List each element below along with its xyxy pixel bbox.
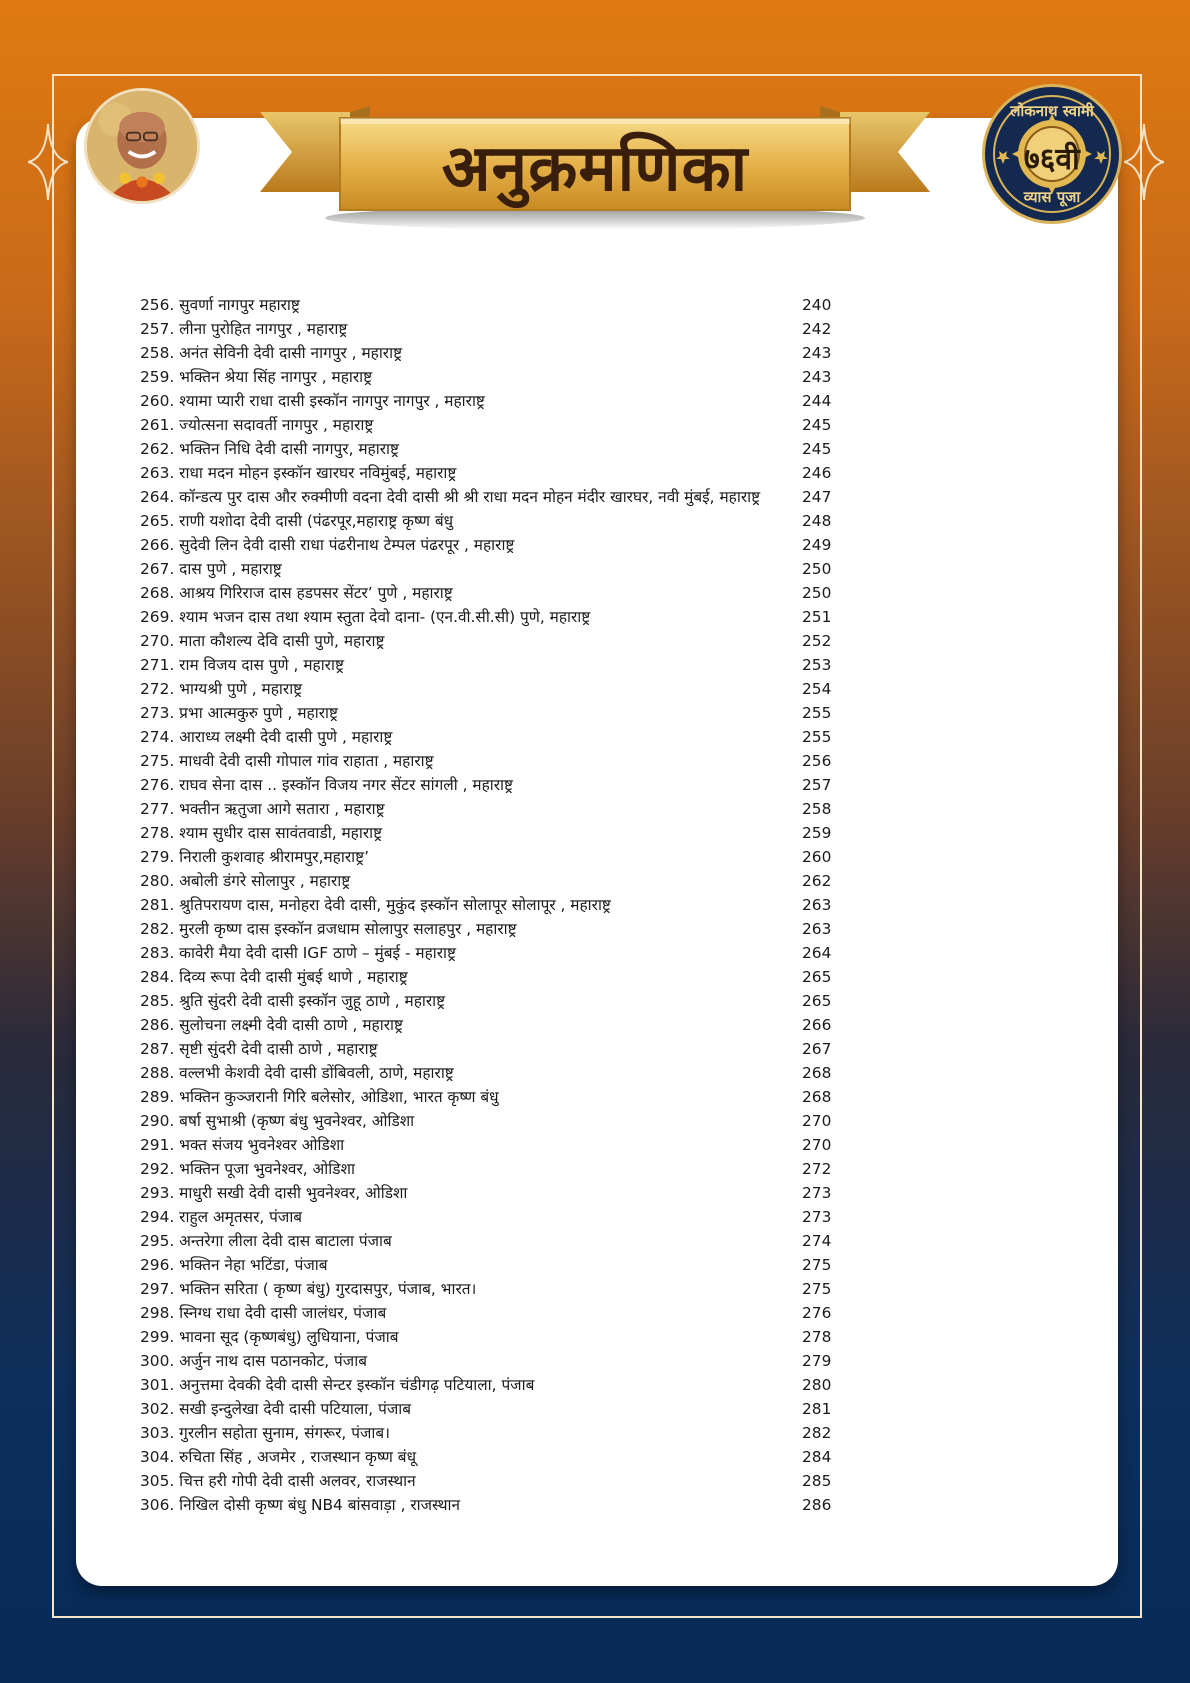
toc-entry xyxy=(140,1373,860,1397)
toc-entry-page-number: 248 xyxy=(802,512,832,530)
seal-bottom-text: व्यास पूजा xyxy=(1023,188,1081,206)
toc-entry-page-number: 275 xyxy=(802,1256,832,1274)
toc-entry-title: 290. बर्षा सुभाश्री (कृष्ण बंधु भुवनेश्वर, ओडिशा xyxy=(140,1112,415,1130)
toc-entry-title: 259. भक्तिन श्रेया सिंह नागपुर , महाराष्ट्र xyxy=(140,368,373,386)
toc-entry-page-number: 275 xyxy=(802,1280,832,1298)
toc-entry-title: 280. अबोली डंगरे सोलापुर , महाराष्ट्र xyxy=(140,872,351,890)
toc-entry xyxy=(140,389,860,413)
toc-entry-page-number: 286 xyxy=(802,1496,832,1514)
toc-entry xyxy=(140,629,860,653)
toc-entry-title: 285. श्रुति सुंदरी देवी दासी इस्कॉन जुहू ठाणे , महाराष्ट्र xyxy=(140,992,446,1010)
toc-entry-page-number: 265 xyxy=(802,992,832,1010)
toc-entry xyxy=(140,413,860,437)
toc-entry xyxy=(140,317,860,341)
toc-entry xyxy=(140,941,860,965)
page-title: अनुक्रमणिका xyxy=(441,130,749,206)
toc-entry-title: 275. माधवी देवी दासी गोपाल गांव राहाता , महाराष्ट्र xyxy=(140,752,434,770)
toc-entry-page-number: 278 xyxy=(802,1328,832,1346)
toc-entry-page-number: 240 xyxy=(802,296,832,314)
title-banner xyxy=(260,100,930,240)
toc-entry-page-number: 279 xyxy=(802,1352,832,1370)
toc-entry-title: 291. भक्त संजय भुवनेश्वर ओडिशा xyxy=(140,1136,345,1154)
toc-entry xyxy=(140,557,860,581)
toc-entry xyxy=(140,965,860,989)
toc-entry xyxy=(140,1277,860,1301)
toc-entry-title: 263. राधा मदन मोहन इस्कॉन खारघर नविमुंबई, महाराष्ट्र xyxy=(140,464,457,482)
toc-entry-title: 286. सुलोचना लक्ष्मी देवी दासी ठाणे , महाराष्ट्र xyxy=(140,1016,403,1034)
toc-entry xyxy=(140,1133,860,1157)
toc-entry-title: 283. कावेरी मैया देवी दासी IGF ठाणे – मुंबई - महाराष्ट्र xyxy=(140,944,457,962)
toc-entry xyxy=(140,1229,860,1253)
toc-entry-page-number: 258 xyxy=(802,800,832,818)
toc-entry-title: 265. राणी यशोदा देवी दासी (पंढरपूर,महाराष्ट्र कृष्ण बंधु xyxy=(140,512,454,530)
toc-entry-page-number: 270 xyxy=(802,1136,832,1154)
toc-entry-page-number: 264 xyxy=(802,944,832,962)
toc-entry xyxy=(140,581,860,605)
toc-entry-page-number: 263 xyxy=(802,920,832,938)
toc-entry-title: 288. वल्लभी केशवी देवी दासी डोंबिवली, ठाणे, महाराष्ट्र xyxy=(140,1064,454,1082)
toc-entry xyxy=(140,1013,860,1037)
toc-entry xyxy=(140,989,860,1013)
toc-entry-title: 282. मुरली कृष्ण दास इस्कॉन व्रजधाम सोलापुर सलाहपुर , महाराष्ट्र xyxy=(140,920,517,938)
seal-top-text: लोकनाथ स्वामी xyxy=(1010,102,1094,120)
toc-entry-page-number: 270 xyxy=(802,1112,832,1130)
toc-entry-page-number: 267 xyxy=(802,1040,832,1058)
toc-entry xyxy=(140,893,860,917)
toc-entry xyxy=(140,725,860,749)
toc-entry xyxy=(140,341,860,365)
toc-entry-page-number: 247 xyxy=(802,488,832,506)
toc-entry xyxy=(140,1061,860,1085)
toc-entry xyxy=(140,533,860,557)
toc-entry-page-number: 272 xyxy=(802,1160,832,1178)
anniversary-seal-logo xyxy=(982,84,1122,224)
guru-portrait-photo xyxy=(84,88,200,204)
toc-entry-title: 297. भक्तिन सरिता ( कृष्ण बंधु) गुरदासपुर, पंजाब, भारत। xyxy=(140,1280,477,1298)
toc-entry-page-number: 281 xyxy=(802,1400,832,1418)
toc-entry xyxy=(140,917,860,941)
toc-entry xyxy=(140,845,860,869)
toc-entry xyxy=(140,1349,860,1373)
toc-entry-page-number: 255 xyxy=(802,728,832,746)
toc-entry xyxy=(140,821,860,845)
toc-entry-page-number: 242 xyxy=(802,320,832,338)
toc-entry-page-number: 251 xyxy=(802,608,832,626)
toc-entry xyxy=(140,869,860,893)
toc-entry-title: 267. दास पुणे , महाराष्ट्र xyxy=(140,560,282,578)
toc-entry xyxy=(140,701,860,725)
toc-entry xyxy=(140,1469,860,1493)
frame-star-ornament-left xyxy=(28,124,68,200)
toc-entry xyxy=(140,1157,860,1181)
toc-entry xyxy=(140,437,860,461)
toc-entry-page-number: 255 xyxy=(802,704,832,722)
toc-entry-page-number: 243 xyxy=(802,368,832,386)
toc-entry-page-number: 262 xyxy=(802,872,832,890)
toc-entry-title: 268. आश्रय गिरिराज दास हडपसर सेंटर’ पुणे , महाराष्ट्र xyxy=(140,584,453,602)
toc-entry-title: 260. श्यामा प्यारी राधा दासी इस्कॉन नागपुर नागपुर , महाराष्ट्र xyxy=(140,392,485,410)
toc-entry xyxy=(140,509,860,533)
toc-entry-title: 300. अर्जुन नाथ दास पठानकोट, पंजाब xyxy=(140,1352,367,1370)
toc-entry-page-number: 280 xyxy=(802,1376,832,1394)
toc-entry xyxy=(140,1037,860,1061)
toc-entry xyxy=(140,653,860,677)
toc-entry xyxy=(140,773,860,797)
toc-entry-title: 271. राम विजय दास पुणे , महाराष्ट्र xyxy=(140,656,344,674)
toc-entry-title: 296. भक्तिन नेहा भटिंडा, पंजाब xyxy=(140,1256,328,1274)
toc-entry-title: 302. सखी इन्दुलेखा देवी दासी पटियाला, पंजाब xyxy=(140,1400,412,1418)
toc-entry-title: 262. भक्तिन निधि देवी दासी नागपुर, महाराष्ट्र xyxy=(140,440,399,458)
toc-entry-page-number: 257 xyxy=(802,776,832,794)
toc-entry-page-number: 274 xyxy=(802,1232,832,1250)
toc-entry-page-number: 268 xyxy=(802,1088,832,1106)
toc-entry-page-number: 276 xyxy=(802,1304,832,1322)
toc-entry xyxy=(140,1325,860,1349)
toc-entry-page-number: 273 xyxy=(802,1208,832,1226)
toc-entry xyxy=(140,1421,860,1445)
toc-entry-title: 277. भक्तीन ऋतुजा आगे सतारा , महाराष्ट्र xyxy=(140,800,385,818)
toc-entry-page-number: 265 xyxy=(802,968,832,986)
toc-entry xyxy=(140,1301,860,1325)
toc-entry-title: 305. चित्त हरी गोपी देवी दासी अलवर, राजस्थान xyxy=(140,1472,416,1490)
toc-entry xyxy=(140,1205,860,1229)
toc-entry xyxy=(140,605,860,629)
toc-entry-page-number: 259 xyxy=(802,824,832,842)
toc-entry-title: 261. ज्योत्सना सदावर्ती नागपुर , महाराष्ट्र xyxy=(140,416,374,434)
toc-entry-title: 276. राघव सेना दास .. इस्कॉन विजय नगर सेंटर सांगली , महाराष्ट्र xyxy=(140,776,514,794)
toc-entry-page-number: 244 xyxy=(802,392,832,410)
toc-entry-page-number: 249 xyxy=(802,536,832,554)
toc-entry-title: 304. रुचिता सिंह , अजमेर , राजस्थान कृष्ण बंधू xyxy=(140,1448,417,1466)
toc-entry-page-number: 284 xyxy=(802,1448,832,1466)
toc-entry-title: 303. गुरलीन सहोता सुनाम, संगरूर, पंजाब। xyxy=(140,1424,390,1442)
toc-entry xyxy=(140,461,860,485)
toc-entry-title: 306. निखिल दोसी कृष्ण बंधु NB4 बांसवाड़ा , राजस्थान xyxy=(140,1496,461,1514)
toc-entry-page-number: 253 xyxy=(802,656,832,674)
toc-entry-page-number: 285 xyxy=(802,1472,832,1490)
toc-entry-title: 301. अनुत्तमा देवकी देवी दासी सेन्टर इस्कॉन चंडीगढ़ पटियाला, पंजाब xyxy=(140,1376,535,1394)
toc-entry-page-number: 268 xyxy=(802,1064,832,1082)
toc-entry-page-number: 263 xyxy=(802,896,832,914)
toc-entry-page-number: 250 xyxy=(802,560,832,578)
toc-entry-title: 256. सुवर्णा नागपुर महाराष्ट्र xyxy=(140,296,300,314)
toc-entry xyxy=(140,797,860,821)
toc-entry xyxy=(140,365,860,389)
toc-entry-title: 292. भक्तिन पूजा भुवनेश्वर, ओडिशा xyxy=(140,1160,355,1178)
toc-entry-page-number: 245 xyxy=(802,440,832,458)
toc-entry-page-number: 266 xyxy=(802,1016,832,1034)
toc-entry-page-number: 250 xyxy=(802,584,832,602)
toc-entry-title: 293. माधुरी सखी देवी दासी भुवनेश्वर, ओडिशा xyxy=(140,1184,408,1202)
toc-entry-title: 258. अनंत सेविनी देवी दासी नागपुर , महाराष्ट्र xyxy=(140,344,403,362)
frame-star-ornament-right xyxy=(1124,124,1164,200)
toc-entry-title: 278. श्याम सुधीर दास सावंतवाडी, महाराष्ट्र xyxy=(140,824,383,842)
toc-entry-title: 273. प्रभा आत्मकुरु पुणे , महाराष्ट्र xyxy=(140,704,338,722)
toc-entry xyxy=(140,749,860,773)
toc-entry-title: 274. आराध्य लक्ष्मी देवी दासी पुणे , महाराष्ट्र xyxy=(140,728,393,746)
toc-entry xyxy=(140,677,860,701)
toc-entry-page-number: 245 xyxy=(802,416,832,434)
toc-entry-title: 279. निराली कुशवाह श्रीरामपुर,महाराष्ट्र’ xyxy=(140,848,369,866)
toc-entry-title: 289. भक्तिन कुञ्जरानी गिरि बलेसोर, ओडिशा, भारत कृष्ण बंधु xyxy=(140,1088,499,1106)
toc-entry xyxy=(140,1397,860,1421)
toc-entry-title: 266. सुदेवी लिन देवी दासी राधा पंढरीनाथ टेम्पल पंढरपूर , महाराष्ट्र xyxy=(140,536,515,554)
toc-entry-title: 298. स्निग्ध राधा देवी दासी जालंधर, पंजाब xyxy=(140,1304,387,1322)
toc-entry xyxy=(140,1109,860,1133)
toc-entry-page-number: 243 xyxy=(802,344,832,362)
toc-entry-page-number: 256 xyxy=(802,752,832,770)
toc-entry-title: 294. राहुल अमृतसर, पंजाब xyxy=(140,1208,303,1226)
toc-entry-title: 270. माता कौशल्य देवि दासी पुणे, महाराष्ट्र xyxy=(140,632,385,650)
toc-entry-page-number: 252 xyxy=(802,632,832,650)
toc-entry-page-number: 282 xyxy=(802,1424,832,1442)
toc-entry-title: 264. कॉन्डत्य पुर दास और रुक्मीणी वदना देवी दासी श्री श्री राधा मदन मोहन मंदीर खारघर, नवी मुंबई, महाराष्ट्र xyxy=(140,488,761,506)
toc-entry-title: 272. भाग्यश्री पुणे , महाराष्ट्र xyxy=(140,680,303,698)
toc-entry-page-number: 273 xyxy=(802,1184,832,1202)
toc-entry-title: 269. श्याम भजन दास तथा श्याम स्तुता देवो दाना- (एन.वी.सी.सी) पुणे, महाराष्ट्र xyxy=(140,608,591,626)
toc-entry xyxy=(140,1181,860,1205)
toc-entry-title: 281. श्रुतिपरायण दास, मनोहरा देवी दासी, मुकुंद इस्कॉन सोलापूर सोलापूर , महाराष्ट्र xyxy=(140,896,611,914)
toc-entry-page-number: 260 xyxy=(802,848,832,866)
toc-entry xyxy=(140,485,860,509)
toc-entry-title: 295. अन्तरेगा लीला देवी दास बाटाला पंजाब xyxy=(140,1232,392,1250)
toc-entry-title: 299. भावना सूद (कृष्णबंधु) लुधियाना, पंजाब xyxy=(140,1328,399,1346)
toc-entry xyxy=(140,1445,860,1469)
table-of-contents xyxy=(140,293,860,1517)
toc-entry xyxy=(140,293,860,317)
seal-number: ७६वी xyxy=(1024,142,1080,177)
toc-entry-title: 284. दिव्य रूपा देवी दासी मुंबई थाणे , महाराष्ट्र xyxy=(140,968,408,986)
toc-entry xyxy=(140,1085,860,1109)
toc-entry-title: 257. लीना पुरोहित नागपुर , महाराष्ट्र xyxy=(140,320,348,338)
toc-entry xyxy=(140,1253,860,1277)
toc-entry-page-number: 246 xyxy=(802,464,832,482)
toc-entry xyxy=(140,1493,860,1517)
toc-entry-title: 287. सृष्टी सुंदरी देवी दासी ठाणे , महाराष्ट्र xyxy=(140,1040,378,1058)
toc-entry-page-number: 254 xyxy=(802,680,832,698)
